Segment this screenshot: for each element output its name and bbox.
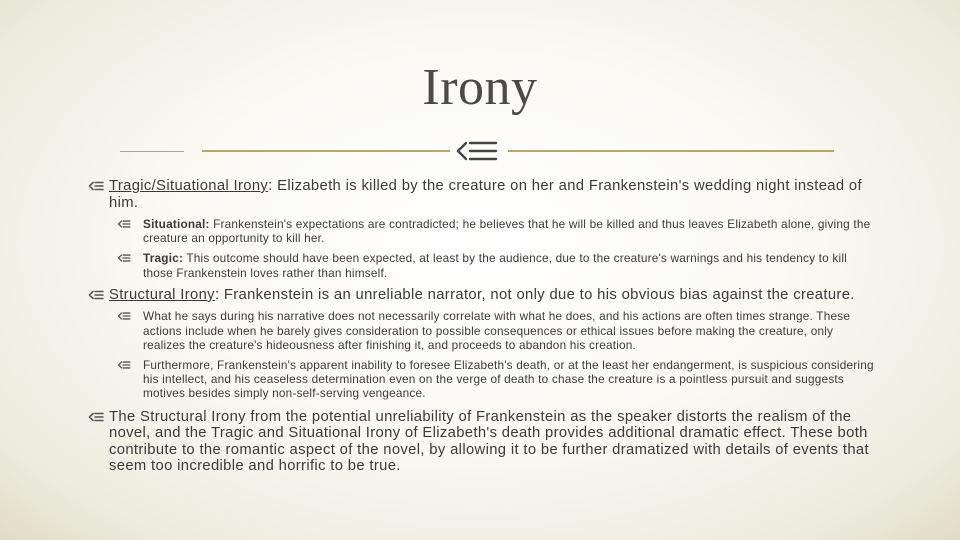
bullet-lines-icon	[452, 138, 502, 164]
term-tragic-situational-irony: Tragic/Situational Irony	[109, 178, 269, 194]
sub-item-tragic	[88, 251, 878, 279]
sub-term-tragic: Tragic:	[143, 251, 184, 266]
list-item-structural-irony	[88, 287, 878, 304]
bullet-lines-icon	[117, 219, 131, 229]
point-text: : Elizabeth is killed by the creature on her and Frankenstein's wedding night instead of him.	[109, 178, 862, 211]
sub-text: Frankenstein's expectations are contradicted; he believes that he will be killed and thus leaves Elizabeth alone, giving the creature an opportunity to kill her.	[143, 217, 871, 246]
point-text: : Frankenstein is an unreliable narrator, not only due to his obvious bias against the creature.	[214, 286, 855, 303]
title-divider-left	[202, 150, 450, 152]
bullet-lines-icon	[117, 311, 131, 321]
bullet-lines-icon	[88, 411, 104, 423]
term-structural-irony: Structural Irony	[109, 286, 215, 303]
list-item-conclusion	[88, 409, 878, 475]
sub-text: What he says during his narrative does not necessarily correlate with what he does, and his actions are often times strange. These actions include when he barely gives consideration to possible consequences or ethical issues before making the creature, only realizes the creature's hideousness after finishing it, and proceeds to abandon his creation.	[143, 309, 851, 352]
title-divider-left-short	[120, 151, 184, 152]
bullet-list	[88, 178, 878, 481]
list-item-tragic-situational-irony	[88, 178, 878, 211]
bullet-lines-icon	[88, 289, 104, 301]
sub-text: This outcome should have been expected, at least by the audience, due to the creature's warnings and his tendency to kill those Frankenstein loves rather than himself.	[143, 251, 847, 280]
sub-item-situational	[88, 217, 878, 245]
point-text: The Structural Irony from the potential unreliability of Frankenstein as the speaker distorts the realism of the novel, and the Tragic and Situational Irony of Elizabeth's death provides additional dramatic effect. These both contribute to the romantic aspect of the novel, by allowing it to be further dramatized with details of events that seem too incredible and horrific to be true.	[109, 408, 869, 475]
sub-text: Furthermore, Frankenstein's apparent inability to foresee Elizabeth's death, or at the least her endangerment, is suspicious considering his intellect, and his ceaseless determination even on the verge of death to chase the creature is a pointless pursuit and suggests motives besides simply non-self-serving vengeance.	[143, 357, 874, 401]
bullet-lines-icon	[117, 253, 131, 263]
slide-title: Irony	[422, 59, 538, 116]
sub-term-situational: Situational:	[143, 217, 210, 231]
sub-item-inability	[88, 358, 878, 401]
title-divider-right	[508, 150, 834, 152]
sub-item-narrative	[88, 309, 878, 352]
bullet-lines-icon	[117, 360, 131, 370]
bullet-lines-icon	[88, 180, 104, 192]
